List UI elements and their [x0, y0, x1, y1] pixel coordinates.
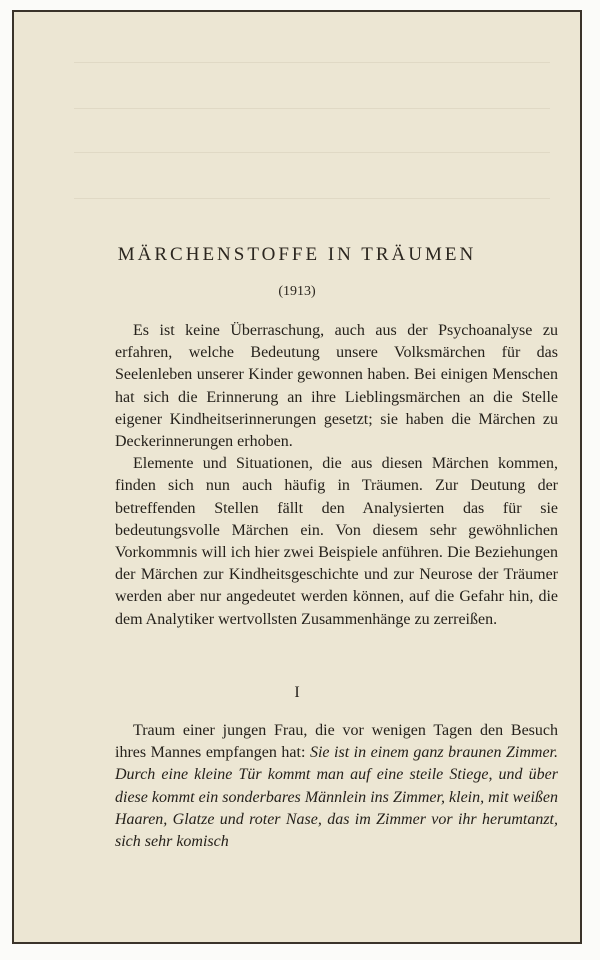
body-text-intro: [115, 320, 558, 631]
paragraph-3-dream-report: Sie ist in einem ganz braunen Zimmer. Durch eine kleine Tür kommt man auf eine steile Stiege, und über diese kommt ein sonderbares Männlein ins Zimmer, klein, mit weißen Haaren, Glatze und roter Nase, das im Zimmer vor ihr herumtanzt, sich sehr komisch: [115, 744, 559, 851]
book-page: [12, 10, 582, 944]
paragraph-1: Es ist keine Überraschung, auch aus der Psychoanalyse zu erfahren, welche Bedeutung unsere Volksmärchen für das Seelenleben unserer Kinder gewonnen haben. Bei einigen Menschen hat sich die Erinnerung an ihre Lieblingsmärchen an die Stelle eigener Kindheitserinnerungen gesetzt; sie haben die Märchen zu Deckerinnerungen erhoben.: [115, 322, 558, 451]
chapter-year: (1913): [278, 284, 316, 299]
bleed-through-line: [74, 62, 550, 63]
body-text-section-1: [115, 720, 558, 853]
section-number: I: [294, 684, 300, 701]
paragraph-2: Elemente und Situationen, die aus diesen Märchen kommen, finden sich nun auch häufig in Träumen. Zur Deutung der betreffenden Stellen fällt den Analysierten das für sie bedeutungsvolle Märchen ein. Von diesem sehr gewöhnlichen Vorkommnis will ich hier zwei Beispiele anführen. Die Beziehungen der Märchen zur Kindheitsgeschichte und zur Neurose der Träumer werden aber nur angedeutet werden können, auf die Gefahr hin, die dem Analytiker wertvollsten Zusammenhänge zu zerreißen.: [115, 455, 558, 628]
bleed-through-line: [74, 198, 550, 199]
paragraph-3-intro: Traum einer jungen Frau, die vor wenigen Tagen den Besuch ihres Mannes empfangen hat:: [115, 722, 558, 762]
bleed-through-line: [74, 152, 550, 153]
chapter-title: MÄRCHENSTOFFE IN TRÄUMEN: [117, 244, 477, 265]
paragraph-3: [115, 720, 558, 853]
bleed-through-line: [74, 108, 550, 109]
